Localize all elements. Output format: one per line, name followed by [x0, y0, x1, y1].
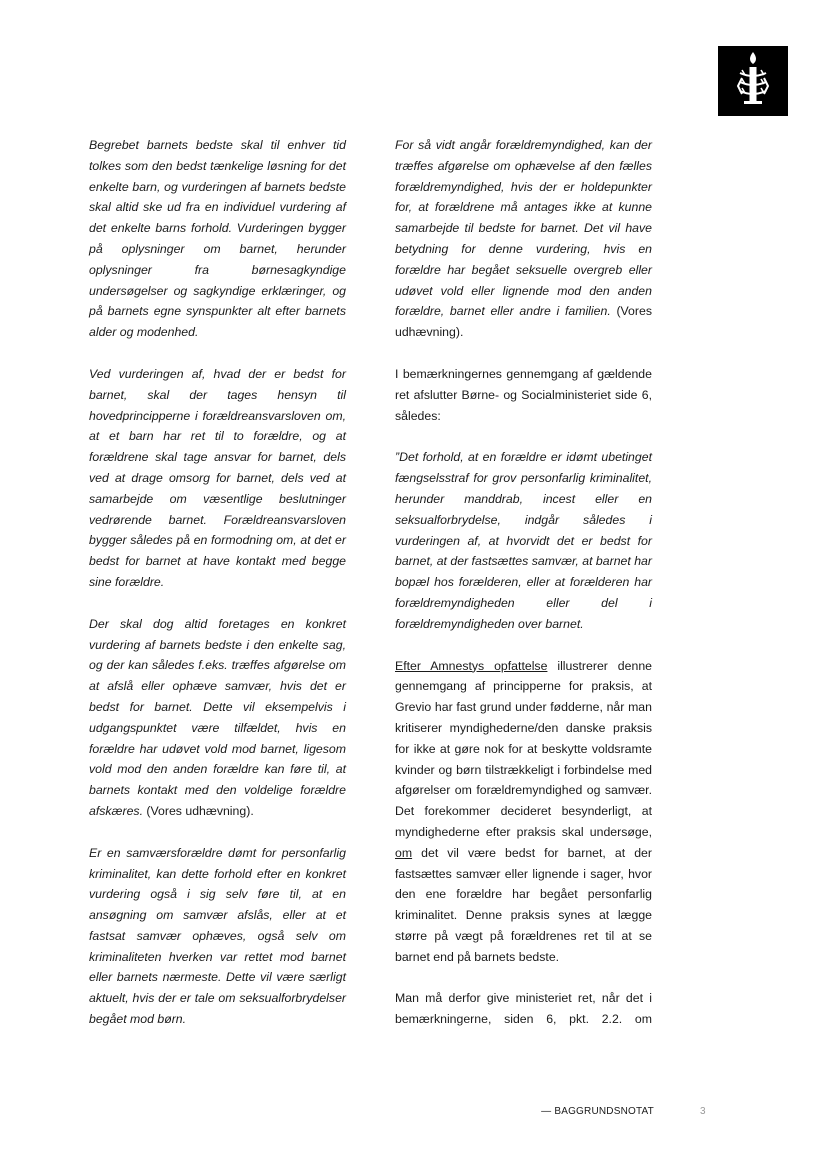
- om-emphasis: om: [395, 845, 413, 860]
- left-paragraph-2: Ved vurderingen af, hvad der er bedst for barnet, skal der tages hensyn til hovedprincipperne i forældreansvarsloven om, at et barn har ret til to forældre, og at forældrene skal tage ansvar for barnet, dels ved at drage omsorg for barnet, dels ved at samarbejde om væsentlige beslutninger vedrørende barnet. Forældreansvarsloven bygger således på en formodning om, at det er bedst for barnet at have kontakt med begge sine forældre.: [89, 366, 346, 589]
- right-paragraph-1: [395, 135, 652, 343]
- footer-label: — BAGGRUNDSNOTAT: [541, 1106, 654, 1117]
- left-column: [89, 135, 346, 1051]
- left-paragraph-1: Begrebet barnets bedste skal til enhver tid tolkes som den bedst tænkelige løsning for det enkelte barn, og vurderingen af barnets bedste skal altid ske ud fra en individuel vurdering af det enkelte barns forhold. Vurderingen bygger på oplysninger om barnet, herunder oplysninger fra børnesagkyndige undersøgelser og sagkyndige erklæringer, og på barnets egne synspunkter alt efter barnets alder og modenhed.: [89, 138, 346, 340]
- amnesty-opinion-emphasis: Efter Amnestys opfattelse: [395, 658, 548, 673]
- page-number: 3: [700, 1106, 706, 1117]
- right-paragraph-3: ”Det forhold, at en forældre er idømt ubetinget fængselsstraf for grov personfarlig kriminalitet, herunder manddrab, incest eller en seksualforbrydelse, indgår således i vurderingen af, at hvorvidt det er bedst for barnet, at der fastsættes samvær, at barnet har bopæl hos forælderen, eller at forælderen har forældremyndigheden eller del i forældremyndigheden over barnet.: [395, 450, 652, 631]
- right-paragraph-1-quote: For så vidt angår forældremyndighed, kan der træffes afgørelse om ophævelse af den fælles forældremyndighed, hvis der er holdepunkter for, at forældrene må antages ikke at kunne samarbejde til bedste for barnet. Det vil have betydning for denne vurdering, hvis en forældre har begået seksuelle overgreb eller udøvet vold eller lignende mod den anden forældre, barnet eller andre i familien.: [395, 138, 652, 319]
- left-paragraph-3-emphasis-note: (Vores udhævning).: [143, 803, 254, 818]
- right-paragraph-1-emphasis-note: (Vores udhævning).: [395, 304, 652, 340]
- right-paragraph-2: I bemærkningernes gennemgang af gældende ret afslutter Børne- og Socialministeriet side 6, således:: [395, 366, 652, 423]
- right-column: [395, 135, 652, 1051]
- left-paragraph-3-quote: Der skal dog altid foretages en konkret vurdering af barnets bedste i den enkelte sag, og der kan således f.eks. træffes afgørelse om at afslå eller ophæve samvær, hvis det er bedst for barnet. Dette vil eksempelvis i udgangspunktet være tilfældet, hvis en forældre har udøvet vold mod barnet, ligesom vold mod den anden forældre kan føre til, at barnets kontakt med den voldelige forældre afskæres.: [89, 616, 346, 818]
- left-paragraph-4: Er en samværsforældre dømt for personfarlig kriminalitet, kan dette forhold efter en konkret vurdering også i sig selv føre til, at en ansøgning om samvær afslås, eller at et fastsat samvær ophæves, også selv om kriminaliteten hverken var rettet mod barnet eller barnets nærmeste. Dette vil være særligt aktuelt, hvis der er tale om seksualforbrydelser begået mod børn.: [89, 845, 346, 1027]
- left-paragraph-3: [89, 614, 346, 822]
- amnesty-candle-logo: [718, 46, 788, 116]
- right-paragraph-4-text-b: det vil være bedst for barnet, at der fastsættes samvær eller lignende i sager, hvor den ene forældre har begået personfarlig kriminalitet. Denne praksis synes at lægge større på vægt på forældrenes ret til at se barnet end på barnets bedste.: [395, 845, 652, 964]
- right-paragraph-4-text-a: illustrerer denne gennemgang af principperne for praksis, at Grevio har fast grund under fødderne, når man kritiserer myndighederne/den danske praksis for ikke at gøre nok for at beskytte voldsramte kvinder og børn tilstrækkeligt i forbindelse med afgørelser om forældremyndighed og samvær. Det forekommer decideret besynderligt, at myndighederne efter praksis skal undersøge,: [395, 658, 652, 839]
- candle-barbed-wire-icon: [718, 46, 788, 116]
- right-paragraph-5: Man må derfor give ministeriet ret, når det i bemærkningerne, siden 6, pkt. 2.2. om: [395, 991, 652, 1027]
- right-paragraph-4: [395, 656, 652, 968]
